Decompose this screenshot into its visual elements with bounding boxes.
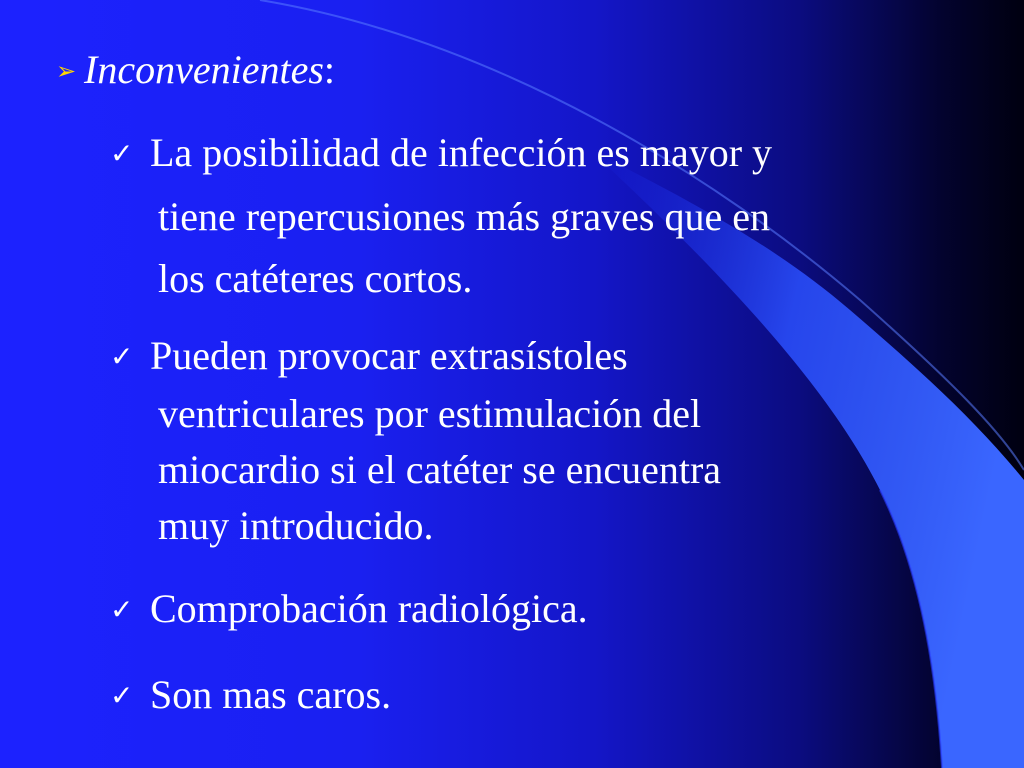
slide-heading <box>56 44 335 98</box>
heading-text: Inconvenientes <box>84 47 324 92</box>
bullet-line: miocardio si el catéter se encuentra <box>158 447 722 492</box>
checkmark-icon: ✓ <box>110 139 134 170</box>
checkmark-icon: ✓ <box>110 342 134 373</box>
bullet-item <box>110 664 391 728</box>
bullet-line: tiene repercusiones más graves que en <box>158 194 770 239</box>
bullet-item <box>110 328 721 554</box>
bullet-line: muy introducido. <box>158 503 434 548</box>
bullet-line: los catéteres cortos. <box>158 256 473 301</box>
checkmark-icon: ✓ <box>110 681 134 712</box>
heading-colon: : <box>323 47 336 92</box>
bullet-line: ✓ Son mas caros. <box>110 664 391 728</box>
bullet-item <box>110 122 772 310</box>
arrow-bullet-icon: ➢ <box>56 59 77 85</box>
bullet-line: ventriculares por estimulación del <box>158 391 702 436</box>
bullet-line: ✓ La posibilidad de infección es mayor y <box>110 122 772 186</box>
bullet-item <box>110 578 588 642</box>
checkmark-icon: ✓ <box>110 595 134 626</box>
bullet-line: ✓ Pueden provocar extrasístoles <box>110 328 721 386</box>
bullet-line: ✓ Comprobación radiológica. <box>110 578 588 642</box>
